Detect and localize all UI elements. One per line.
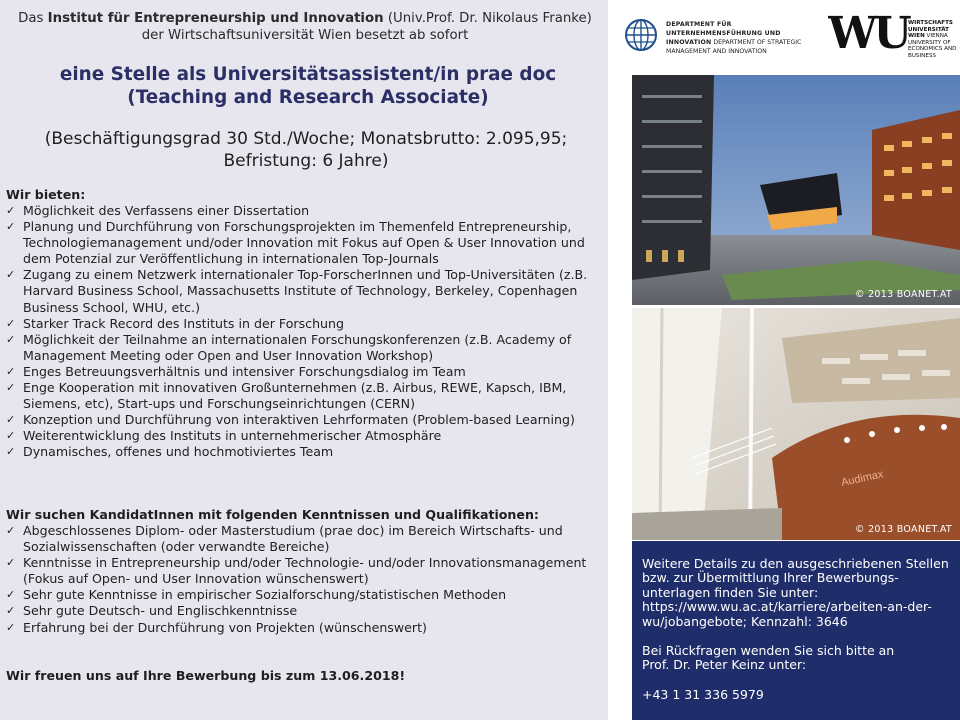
details-text: Weitere Details zu den ausgeschriebenen Stellen bzw. zur Übermittlung Ihrer Bewerbungs- unterlagen finden Sie unter: https://www.wu.ac.at/karriere/arbeiten-an-der- wu/jobangebote; Kennzahl: 3646 xyxy=(642,556,949,629)
phone-number: +43 1 31 336 5979 xyxy=(642,686,764,702)
requirements-heading: Wir suchen KandidatInnen mit folgenden Kenntnissen und Qualifikationen: xyxy=(6,507,539,522)
wu-logo xyxy=(828,10,914,54)
offer-item: ✓ Möglichkeit des Verfassens einer Dissertation xyxy=(6,203,602,219)
right-panel xyxy=(616,0,960,720)
wu-line-1: WIRTSCHAFTS xyxy=(908,20,953,26)
closing-line: Wir freuen uns auf Ihre Bewerbung bis zum 13.06.2018! xyxy=(6,668,406,683)
offer-item: ✓ Planung und Durchführung von Forschungsprojekten im Themenfeld Entrepreneurship, Technologiemanagement und/oder Innovation mit Fokus auf Open & User Innovation und dem Potenzial zur Veröffentlichung in internationalen Top-Journals xyxy=(6,219,602,267)
requirement-item: ✓ Sehr gute Deutsch- und Englischkenntnisse xyxy=(6,603,602,619)
contact-text: Bei Rückfragen wenden Sie sich bitte an Prof. Dr. Peter Keinz unter: xyxy=(642,643,895,673)
requirements-section xyxy=(6,507,602,636)
conditions-line-1: (Beschäftigungsgrad 30 Std./Woche; Monatsbrutto: 2.095,95; xyxy=(44,129,568,149)
offer-item: ✓ Konzeption und Durchführung von interaktiven Lehrformaten (Problem-based Learning) xyxy=(6,412,602,428)
campus-interior-illustration xyxy=(632,308,960,540)
requirement-item: ✓ Abgeschlossenes Diplom- oder Masterstudium (prae doc) im Bereich Wirtschafts- und Sozialwissenschaften (oder verwandte Bereiche) xyxy=(6,523,602,555)
offer-item: ✓ Enge Kooperation mit innovativen Großunternehmen (z.B. Airbus, REWE, Kapsch, IBM, Siemens, etc), Start-ups und Forschungseinrichtungen (CERN) xyxy=(6,380,602,412)
wu-line-3: WIEN xyxy=(908,33,925,40)
offer-section xyxy=(6,187,602,461)
intro-suffix: (Univ.Prof. Dr. Nikolaus Franke) der Wirtschaftsuniversität Wien besetzt ab sofort xyxy=(141,11,592,43)
campus-exterior-photo xyxy=(632,75,960,305)
photo-credit-1: © 2013 BOANET.AT xyxy=(854,289,952,300)
position-title-line-2: (Teaching and Research Associate) xyxy=(127,87,489,108)
offer-list xyxy=(6,203,602,461)
photo-credit-2: © 2013 BOANET.AT xyxy=(854,524,952,535)
campus-interior-photo xyxy=(632,308,960,540)
institute-name: Institut für Entrepreneurship und Innovation xyxy=(47,11,384,26)
position-title xyxy=(8,63,608,109)
requirement-item: ✓ Erfahrung bei der Durchführung von Projekten (wünschenswert) xyxy=(6,620,602,636)
campus-exterior-illustration xyxy=(632,75,960,305)
audimax-sign: Audimax xyxy=(840,468,885,489)
contact-info-box xyxy=(632,541,960,720)
conditions-line-2: Befristung: 6 Jahre) xyxy=(223,151,389,171)
department-english: DEPARTMENT OF STRATEGIC MANAGEMENT AND INNOVATION xyxy=(666,39,802,55)
offer-item: ✓ Möglichkeit der Teilnahme an internationalen Forschungskonferenzen (z.B. Academy of Management Meeting oder Open and User Innovation Workshop) xyxy=(6,332,602,364)
requirement-item: ✓ Kenntnisse in Entrepreneurship und/oder Technologie- und/oder Innovationsmanagement (Fokus auf Open- und User Innovation wünschenswert) xyxy=(6,555,602,587)
wu-english-name: VIENNA UNIVERSITY OF ECONOMICS AND BUSINESS xyxy=(908,33,957,59)
requirement-item: ✓ Sehr gute Kenntnisse in empirischer Sozialforschung/statistischen Methoden xyxy=(6,587,602,603)
employment-conditions xyxy=(0,128,612,172)
intro-paragraph xyxy=(14,10,596,44)
requirements-list xyxy=(6,523,602,636)
department-globe-logo-icon xyxy=(624,18,658,52)
intro-prefix: Das xyxy=(18,11,48,26)
position-title-line-1: eine Stelle als Universitätsassistent/in prae doc xyxy=(59,64,557,85)
offer-item: ✓ Enges Betreuungsverhältnis und intensiver Forschungsdialog im Team xyxy=(6,364,602,380)
offer-item: ✓ Dynamisches, offenes und hochmotiviertes Team xyxy=(6,444,602,460)
wu-line-2: UNIVERSITÄT xyxy=(908,26,949,33)
department-line-3: INNOVATION xyxy=(666,39,712,46)
offer-item: ✓ Starker Track Record des Instituts in der Forschung xyxy=(6,316,602,332)
offer-item: ✓ Weiterentwicklung des Instituts in unternehmerischer Atmosphäre xyxy=(6,428,602,444)
wu-logo-text: WU xyxy=(828,10,908,54)
offer-item: ✓ Zugang zu einem Netzwerk internationaler Top-ForscherInnen und Top-Universitäten (z.B. Harvard Business School, Massachusetts Institute of Technology, Berkeley, Copenhagen Business School, WHU, etc.) xyxy=(6,267,602,315)
offer-heading: Wir bieten: xyxy=(6,187,86,202)
department-line-2: UNTERNEHMENSFÜHRUNG UND xyxy=(666,30,781,37)
department-name xyxy=(666,20,826,56)
wu-university-name xyxy=(908,20,960,60)
department-line-1: DEPARTMENT FÜR xyxy=(666,21,732,28)
